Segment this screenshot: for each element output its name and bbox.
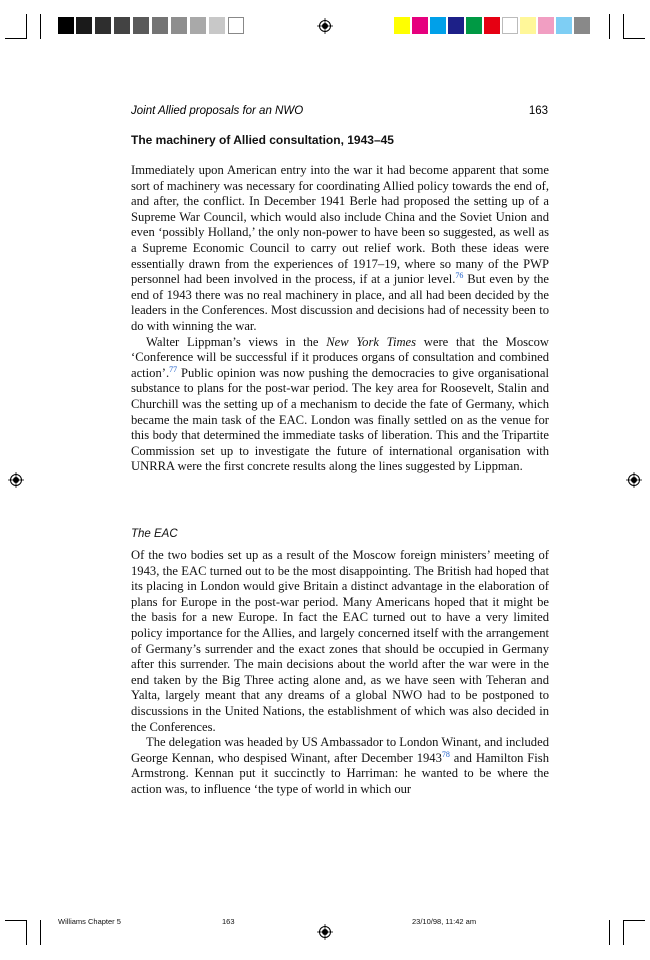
- gray-swatch: [190, 17, 206, 34]
- gray-swatch: [95, 17, 111, 34]
- crop-mark: [5, 920, 27, 921]
- text-run: Public opinion was now pushing the democracies to give organisational substance to plans for the post-war period. The key area for Roosevelt, Stalin and Churchill was the setting up of a mechanism to decide the fate of Germany, which became the main task of the EAC. London was finally settled on as the venue for this body that determined the immediate tasks of liberation. This and the Tripartite Commission set up to investigate the future of international organisation with UNRRA were the first concrete results along the lines suggested by Lippman.: [131, 365, 549, 474]
- page-number: 163: [528, 105, 548, 117]
- grayscale-calibration-bar: [58, 17, 254, 34]
- footnote-ref[interactable]: 76: [455, 270, 464, 280]
- paragraph: [131, 548, 549, 735]
- color-swatch: [538, 17, 554, 34]
- text-run: The delegation was headed by US Ambassador to London Winant, and included George Kennan, who despised Winant, after December 1943: [131, 735, 549, 765]
- subsection-body: [131, 548, 549, 798]
- publication-title: New York Times: [326, 334, 417, 349]
- color-swatch: [466, 17, 482, 34]
- registration-target-icon: [317, 924, 333, 940]
- crop-mark: [609, 920, 610, 945]
- text-run: Of the two bodies set up as a result of the Moscow foreign ministers’ meeting of 1943, the EAC turned out to be the most disappointing. The British had hoped that its placing in London would give Britain a distinct advantage in the elaboration of plans for Europe in the post-war period. Many Americans hoped that it might be the basis for a new Europe. In fact the EAC turned out to have a very limited policy importance for the Allies, and largely concerned itself with the arrangement of Germany’s surrender and the exact zones that should be occupied in Germany after this surrender. The main decisions about the world after the war were in the end taken by the Big Three acting alone and, as we have seen with Teheran and Yalta, largely meant that any dreams of a global NWO had to be postponed to discussions in the United Nations, the establishment of which was also decided in the Conferences.: [131, 548, 549, 734]
- gray-swatch: [114, 17, 130, 34]
- text-run: were that the Moscow ‘Conference will be successful if it produces organs of consultation and combined action’.: [131, 334, 550, 380]
- crop-mark: [609, 14, 610, 39]
- crop-mark: [623, 38, 645, 39]
- registration-target-icon: [317, 18, 333, 34]
- crop-mark: [40, 920, 41, 945]
- color-swatch: [502, 17, 518, 34]
- color-swatch: [448, 17, 464, 34]
- color-swatch: [520, 17, 536, 34]
- text-run: But even by the end of 1943 there was no real machinery in place, and all had been decided by the leaders in the Conferences. Most discussion and decisions had of necessity been to do with winning the war.: [131, 272, 550, 333]
- color-swatch: [430, 17, 446, 34]
- color-swatch: [556, 17, 572, 34]
- color-swatch: [394, 17, 410, 34]
- paragraph: [131, 735, 549, 797]
- gray-swatch: [171, 17, 187, 34]
- crop-mark: [26, 920, 27, 945]
- gray-swatch: [228, 17, 244, 34]
- registration-target-icon: [626, 472, 642, 488]
- color-swatch: [412, 17, 428, 34]
- text-run: Walter Lippman’s views in the: [146, 334, 327, 349]
- page-header: [131, 105, 548, 121]
- crop-mark: [623, 920, 624, 945]
- gray-swatch: [58, 17, 74, 34]
- registration-target-icon: [8, 472, 24, 488]
- crop-mark: [5, 38, 27, 39]
- text-run: and Hamilton Fish Armstrong. Kennan put it succinctly to Harriman: he wanted to be where the action was, to influence ‘the type of world in which our: [131, 750, 549, 796]
- color-swatch: [574, 17, 590, 34]
- footer-timestamp: 23/10/98, 11:42 am: [412, 917, 477, 926]
- footer-file-label: Williams Chapter 5: [58, 917, 121, 926]
- color-swatch: [484, 17, 500, 34]
- paragraph: [131, 335, 549, 475]
- subsection-heading: The EAC: [131, 528, 178, 540]
- crop-mark: [623, 14, 624, 39]
- section-heading: The machinery of Allied consultation, 1943–45: [131, 133, 394, 147]
- section-body: [131, 163, 549, 475]
- paragraph: [131, 163, 549, 335]
- gray-swatch: [209, 17, 225, 34]
- crop-mark: [26, 14, 27, 39]
- footnote-ref[interactable]: 78: [441, 749, 450, 759]
- running-head: Joint Allied proposals for an NWO: [131, 105, 304, 117]
- crop-mark: [40, 14, 41, 39]
- gray-swatch: [133, 17, 149, 34]
- gray-swatch: [152, 17, 168, 34]
- color-calibration-bar: [394, 17, 590, 34]
- footer-page: 163: [222, 917, 235, 926]
- footnote-ref[interactable]: 77: [169, 364, 178, 374]
- text-run: Immediately upon American entry into the war it had become apparent that some sort of machinery was necessary for coordinating Allied policy towards the end of, and after, the conflict. In December 1941 Berle had proposed the setting up of a Supreme War Council, which would also include China and the Soviet Union and even ‘possibly Holland,’ the only non-power to have been so suggested, as well as a Supreme Economic Council to carry out relief work. Both these ideas were essentially drawn from the experiences of 1917–19, where so many of the PWP personnel had been involved in the process, if at a junior level.: [131, 163, 549, 287]
- gray-swatch: [76, 17, 92, 34]
- crop-mark: [623, 920, 645, 921]
